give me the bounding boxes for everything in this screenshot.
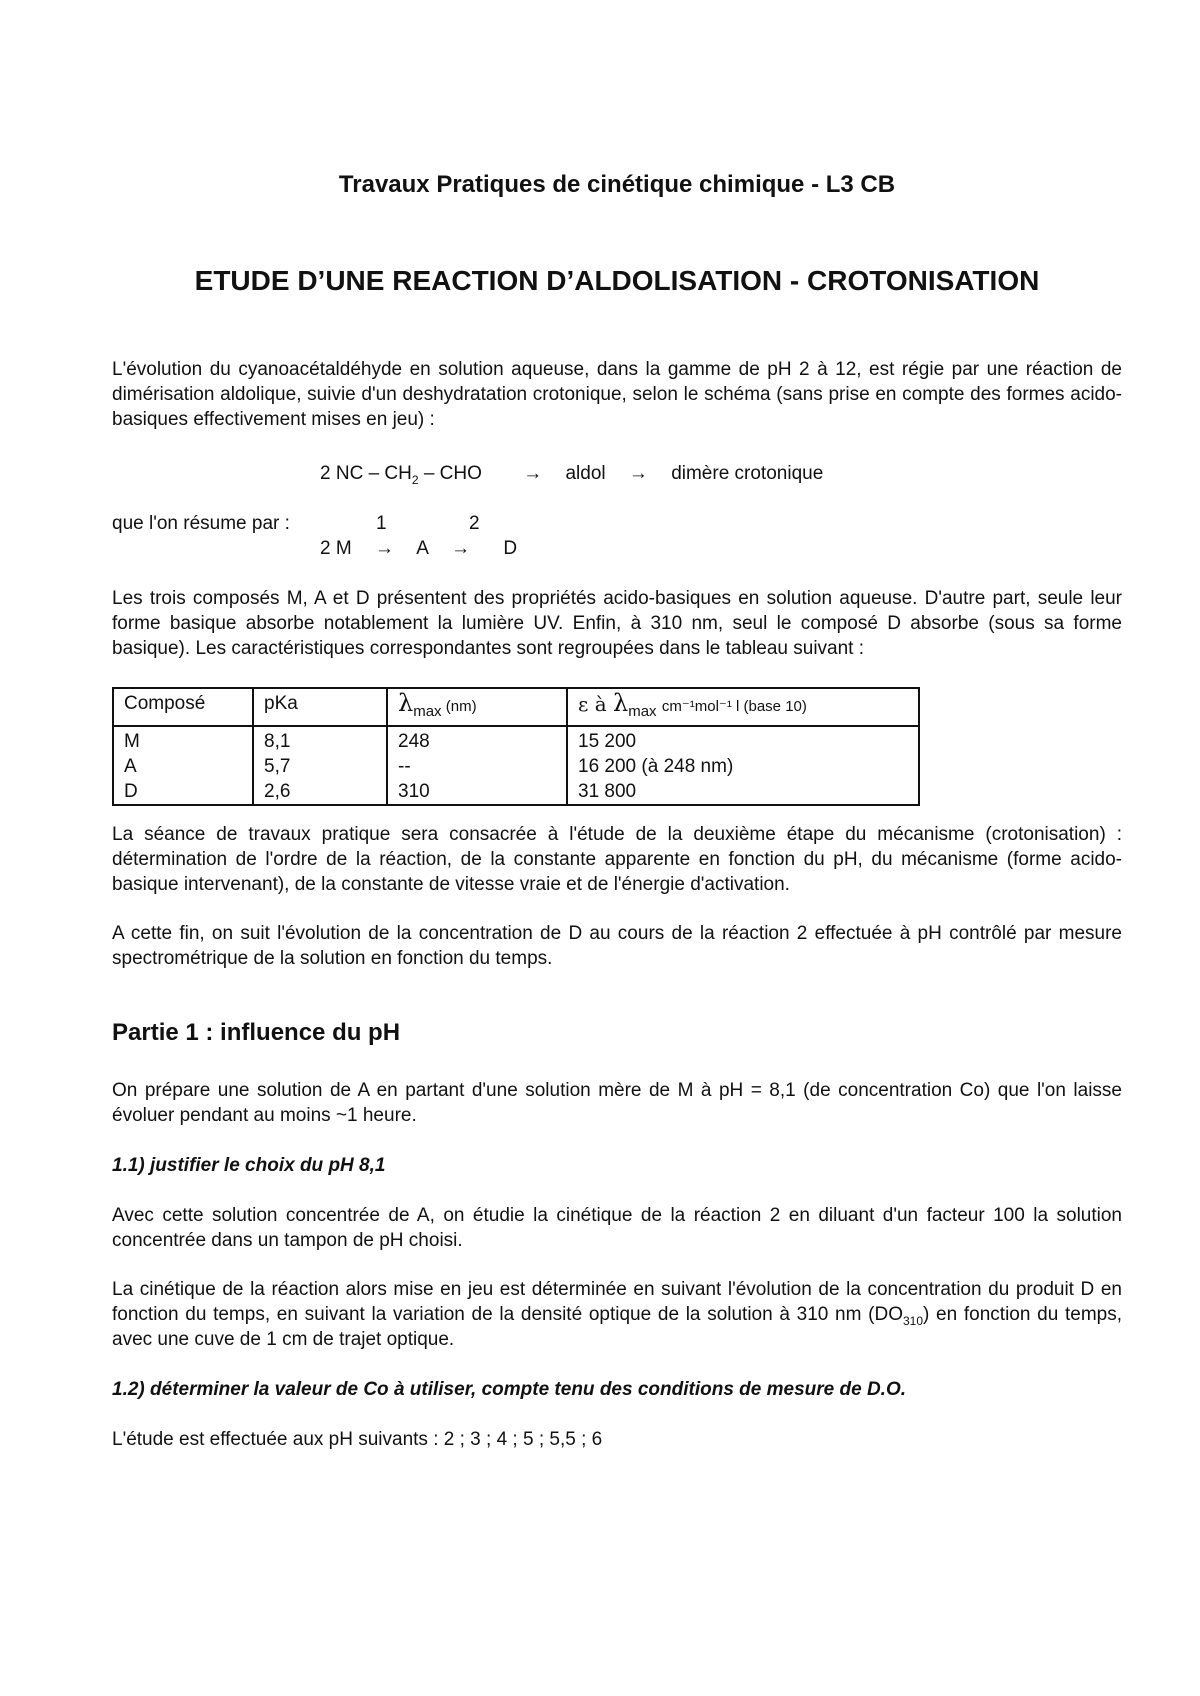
question-1-2: 1.2) déterminer la valeur de Co à utiliser, compte tenu des conditions de mesure de D.O. xyxy=(112,1379,907,1400)
arrow-icon: → xyxy=(523,463,543,484)
table-header-row xyxy=(113,688,919,726)
part1-heading: Partie 1 : influence du pH xyxy=(112,1019,401,1046)
arrow-icon: → xyxy=(451,538,471,559)
header-lambda-max: $\lambda_{max}$ (nm) xyxy=(387,688,567,726)
reaction-scheme xyxy=(320,461,1020,486)
arrow-icon: → xyxy=(628,463,648,484)
intro-paragraph: L'évolution du cyanoacétaldéhyde en solution aqueuse, dans la gamme de pH 2 à 12, est régie par une réaction de dimérisation aldolique, suivie d'un deshydratation crotonique, selon le schéma (sans prise en compte des formes acido-basiques effectivement mises en jeu) : xyxy=(112,359,1122,430)
header-compose: Composé xyxy=(113,688,253,726)
step-1-label: 1 xyxy=(376,513,387,534)
scheme-product: dimère crotonique xyxy=(671,463,824,484)
header-pka: pKa xyxy=(253,688,387,726)
scheme-intermediate: aldol xyxy=(565,463,606,484)
table-row: M 8,1 248 15 200 xyxy=(113,726,919,754)
step-2-label: 2 xyxy=(469,513,480,534)
part1-paragraph-2: Avec cette solution concentrée de A, on étudie la cinétique de la réaction 2 en diluant d'un facteur 100 la solution concentrée dans un tampon de pH choisi. xyxy=(112,1205,1122,1251)
part1-paragraph-3: La cinétique de la réaction alors mise en jeu est déterminée en suivant l'évolution de la concentration du produit D en fonction du temps, en suivant la variation de la densité optique de la solution à 310 nm $(DO_{310})$ en fonction du temps, avec une cuve de 1 cm de trajet optique. xyxy=(112,1279,1122,1350)
summary-m: 2 M xyxy=(320,538,352,559)
part1-paragraph-1: On prépare une solution de A en partant d'une solution mère de M à pH = 8,1 (de concentration Co) que l'on laisse évoluer pendant au moins ~1 heure. xyxy=(112,1080,1122,1126)
question-1-1: 1.1) justifier le choix du pH 8,1 xyxy=(112,1155,386,1176)
summary-a: A xyxy=(416,538,428,559)
document-title: Travaux Pratiques de cinétique chimique - L3 CB xyxy=(338,171,896,198)
header-epsilon: ε à $\lambda_{max}$ cm⁻¹mol⁻¹ l (base 10) xyxy=(567,688,919,726)
table-row: A 5,7 -- 16 200 (à 248 nm) xyxy=(113,754,919,779)
document-subtitle: ETUDE D’UNE REACTION D’ALDOLISATION - CROTONISATION xyxy=(194,265,1040,296)
ph-list-paragraph: L'étude est effectuée aux pH suivants : 2 ; 3 ; 4 ; 5 ; 5,5 ; 6 xyxy=(112,1429,603,1450)
scheme-reactant: 2 NC – $CH_2$ – CHO xyxy=(320,463,482,487)
summary-d: D xyxy=(503,538,518,559)
table-row: D 2,6 310 31 800 xyxy=(113,779,919,805)
arrow-icon: → xyxy=(374,538,394,559)
properties-table xyxy=(112,687,920,806)
properties-paragraph: Les trois composés M, A et D présentent des propriétés acido-basiques en solution aqueuse. D'autre part, seule leur forme basique absorbe notablement la lumière UV. Enfin, à 310 nm, seul le composé D absorbe (sous sa forme basique). Les caractéristiques correspondantes sont regroupées dans le tableau suivant : xyxy=(112,588,1122,659)
method-paragraph: A cette fin, on suit l'évolution de la concentration de D au cours de la réaction 2 effectuée à pH contrôlé par mesure spectrométrique de la solution en fonction du temps. xyxy=(112,923,1122,969)
session-paragraph: La séance de travaux pratique sera consacrée à l'étude de la deuxième étape du mécanisme (crotonisation) : détermination de l'ordre de la réaction, de la constante apparente en fonction du pH, du mécanisme (forme acido-basique intervenant), de la constante de vitesse vraie et de l'énergie d'activation. xyxy=(112,824,1122,895)
summary-label: que l'on résume par : xyxy=(112,513,290,534)
summary-scheme xyxy=(320,536,720,561)
